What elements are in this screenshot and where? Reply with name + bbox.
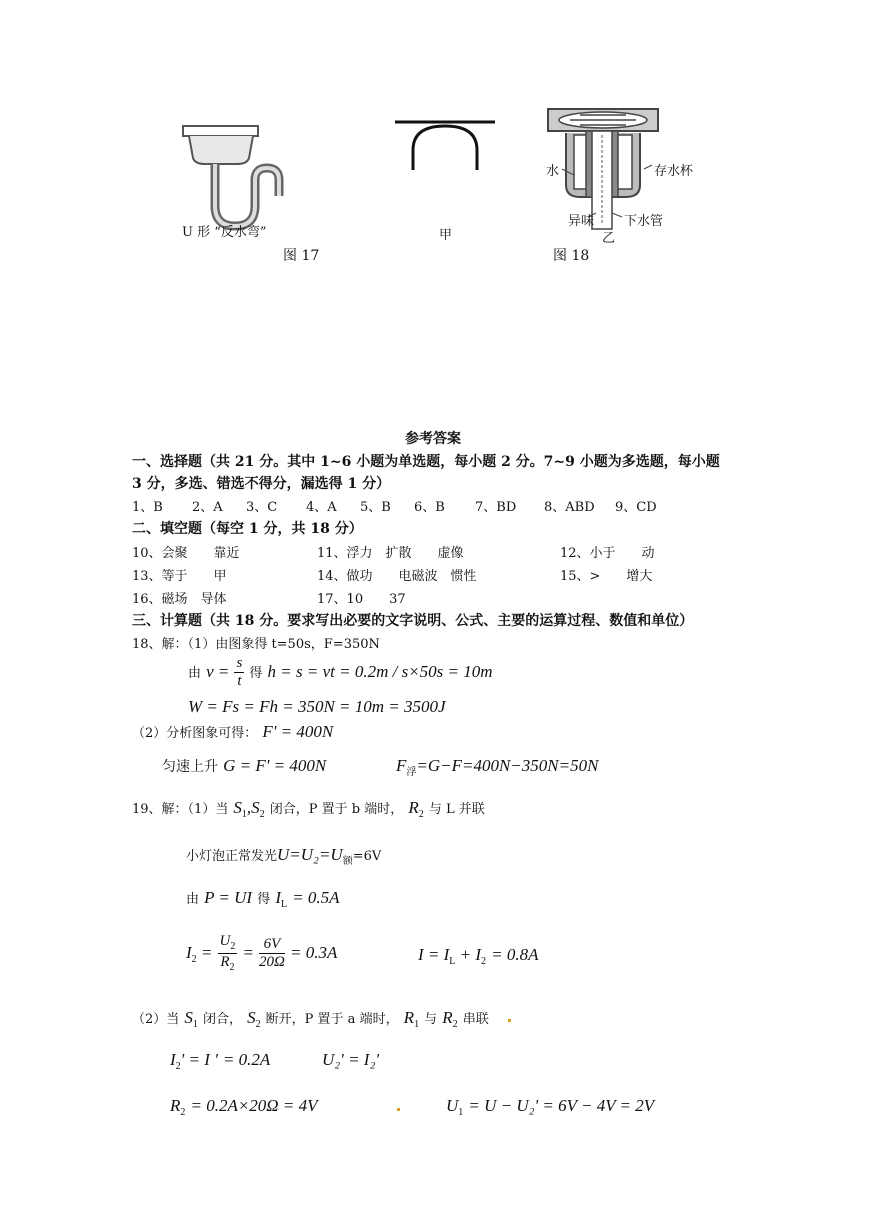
yi-label: 乙 xyxy=(602,231,616,246)
q19-voltage-u2-prime: U₂' = I₂' xyxy=(322,1050,380,1069)
mc-answer-6: 6、B xyxy=(414,500,445,515)
section-2-title: 二、填空题（每空 1 分，共 18 分） xyxy=(132,521,363,537)
q19-total-current: $I = I_L + I_2 = 0.8A$ xyxy=(418,945,539,967)
mc-answer-8: 8、ABD xyxy=(544,500,595,515)
q19-current-i2: $I_2$ = $\frac{U_2}{R_2}$ = $\frac{6V}{20\Omega}$ = 0.3A xyxy=(186,933,338,973)
fill-answer-10: 10、会聚 靠近 xyxy=(132,546,240,561)
q19-current-i2-prime: $I_2' = I$ ' = 0.2A xyxy=(170,1050,271,1072)
answers-title: 参考答案 xyxy=(405,431,461,447)
marker-dot-2 xyxy=(397,1108,400,1111)
mc-answer-5: 5、B xyxy=(360,500,391,515)
section-1-title: 一、选择题（共 21 分。其中 1~6 小题为单选题，每小题 2 分。7~9 小题为多选题，每小题 xyxy=(132,454,720,470)
figure-jia-inverted-u xyxy=(393,112,503,174)
q19-lamp: 小灯泡正常发光$U=U_2=U_额=6V$ xyxy=(186,845,382,867)
q18-rise: 匀速上升 G = F' = 400N xyxy=(162,756,327,775)
jia-label: 甲 xyxy=(439,228,453,243)
figure-17-caption: 图 17 xyxy=(283,248,320,264)
fill-answer-17: 17、10 37 xyxy=(317,592,406,607)
q19-intro: 19、解：（1）当 $S_1,S_2$ 闭合，P 置于 b 端时， $R_2$ 与 L 并联 xyxy=(132,798,485,820)
mc-answer-9: 9、CD xyxy=(615,500,657,515)
q19-power-formula: 由 P = UI 得 $I_L = 0.5A$ xyxy=(186,888,340,910)
mc-answer-7: 7、BD xyxy=(475,500,517,515)
fill-answer-16: 16、磁场 导体 xyxy=(132,592,227,607)
pipe-label: 下水管 xyxy=(624,214,664,229)
mc-answer-2: 2、A xyxy=(192,500,223,515)
water-label: 水 xyxy=(546,164,560,179)
q18-part2: （2）分析图象可得： F' = 400N xyxy=(132,722,334,741)
u-trap-label: U 形 “反水弯” xyxy=(182,225,267,240)
mc-answer-3: 3、C xyxy=(246,500,278,515)
mc-answer-1: 1、B xyxy=(132,500,163,515)
q19-u1-formula: $U_1 = U - U_2' = 6V - 4V = 2V$ xyxy=(446,1096,655,1118)
q18-buoyancy: $F_浮=G-F=400N-350N=50N$ xyxy=(396,756,599,778)
q18-velocity-formula: 由 v = $\frac{s}{t}$ 得 h = s = vt = 0.2m / s×50s = 10m xyxy=(188,655,493,689)
figure-18-caption: 图 18 xyxy=(553,248,590,264)
marker-dot xyxy=(508,1019,511,1022)
q18-intro: 18、解：（1）由图象得 t=50s，F=350N xyxy=(132,637,380,652)
fill-answer-12: 12、小于 动 xyxy=(560,546,655,561)
fill-answer-15: 15、> 增大 xyxy=(560,569,653,584)
fill-answer-11: 11、浮力 扩散 虚像 xyxy=(317,546,464,561)
q19-part2: （2）当 $S_1$ 闭合， $S_2$ 断开，P 置于 a 端时， $R_1$ 与 $R_2$ 串联 xyxy=(132,1008,489,1030)
mc-answer-4: 4、A xyxy=(306,500,337,515)
section-1-title-cont: 3 分，多选、错选不得分，漏选得 1 分） xyxy=(132,476,391,492)
fill-answer-13: 13、等于 甲 xyxy=(132,569,227,584)
section-3-title: 三、计算题（共 18 分。要求写出必要的文字说明、公式、主要的运算过程、数值和单位） xyxy=(132,613,694,629)
q19-r2-formula: $R_2 = 0.2A\times 20\Omega = 4V$ xyxy=(170,1096,318,1118)
fill-answer-14: 14、做功 电磁波 惯性 xyxy=(317,569,477,584)
odor-label: 异味 xyxy=(568,214,595,229)
cup-label: 存水杯 xyxy=(654,164,694,179)
q18-work-formula: W = Fs = Fh = 350N = 10m = 3500J xyxy=(188,697,446,716)
